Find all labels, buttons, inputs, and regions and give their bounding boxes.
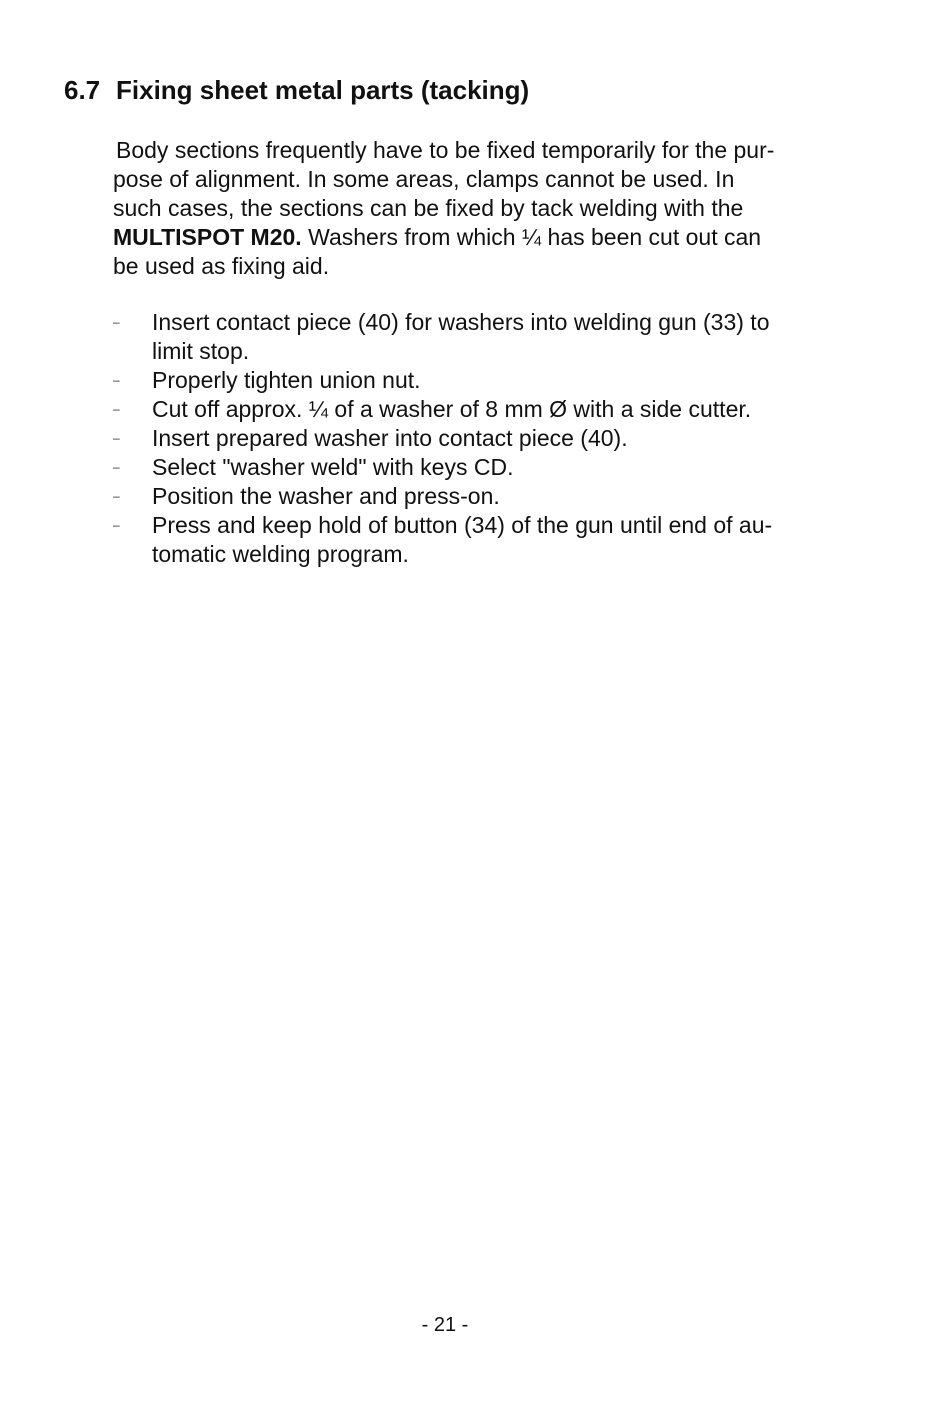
intro-line: such cases, the sections can be fixed by tack welding with the <box>113 195 744 221</box>
list-item <box>113 308 853 366</box>
list-item-line: Insert contact piece (40) for washers into welding gun (33) to <box>152 309 770 335</box>
list-item-line: tomatic welding program. <box>152 541 409 567</box>
bullet-dash: – <box>113 315 120 329</box>
list-item-line: Insert prepared washer into contact piece (40). <box>152 425 628 451</box>
intro-line: be used as fixing aid. <box>113 253 330 279</box>
section-title: Fixing sheet metal parts (tacking) <box>116 75 530 105</box>
section-heading <box>64 72 529 108</box>
bullet-dash: – <box>113 489 120 503</box>
list-item-line: Cut off approx. ¼ of a washer of 8 mm Ø with a side cutter. <box>152 396 752 422</box>
list-item-line: limit stop. <box>152 338 250 364</box>
intro-line <box>113 223 833 252</box>
list-item <box>113 482 853 511</box>
list-item <box>113 511 853 569</box>
list-item-line: Properly tighten union nut. <box>152 367 421 393</box>
list-item-line: Press and keep hold of button (34) of the gun until end of au- <box>152 512 773 538</box>
list-item <box>113 453 853 482</box>
list-item <box>113 395 853 424</box>
section-number: 6.7 <box>64 75 101 105</box>
bullet-dash: – <box>113 402 120 416</box>
intro-line: Body sections frequently have to be fixed temporarily for the pur- <box>116 137 775 163</box>
page-number: - 21 - <box>421 1314 469 1336</box>
bullet-dash: – <box>113 373 120 387</box>
intro-paragraph <box>113 136 833 281</box>
intro-line: pose of alignment. In some areas, clamps cannot be used. In <box>113 166 735 192</box>
list-item <box>113 366 853 395</box>
list-item-line: Select "washer weld" with keys CD. <box>152 454 514 480</box>
bullet-dash: – <box>113 518 120 532</box>
list-item <box>113 424 853 453</box>
product-name: MULTISPOT M20. <box>113 224 302 250</box>
instruction-list <box>113 308 853 569</box>
bullet-dash: – <box>113 431 120 445</box>
list-item-line: Position the washer and press-on. <box>152 483 500 509</box>
bullet-dash: – <box>113 460 120 474</box>
intro-line-rest: Washers from which ¼ has been cut out can <box>301 224 762 250</box>
